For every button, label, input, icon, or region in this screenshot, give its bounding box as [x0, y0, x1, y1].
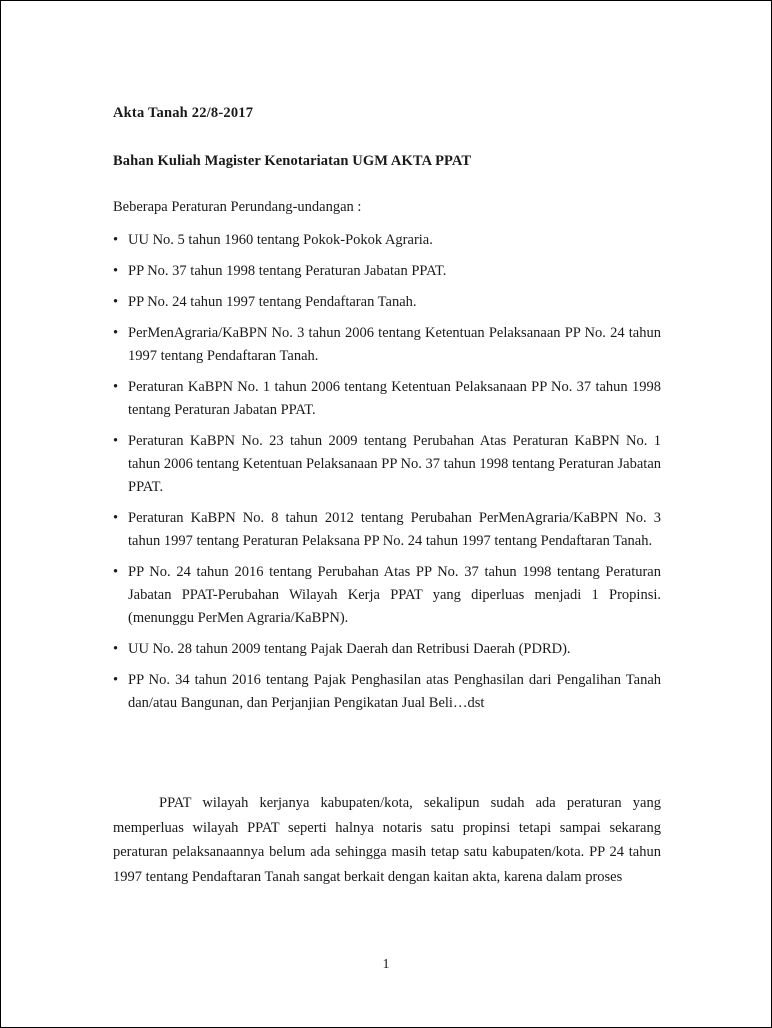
list-item-text: UU No. 28 tahun 2009 tentang Pajak Daerah dan Retribusi Daerah (PDRD). [128, 641, 571, 657]
list-item [113, 229, 661, 252]
list-item [113, 669, 661, 715]
list-item-text: Peraturan KaBPN No. 1 tahun 2006 tentang Ketentuan Pelaksanaan PP No. 37 tahun 1998 tentang Peraturan Jabatan PPAT. [128, 379, 661, 418]
list-item [113, 260, 661, 283]
list-item [113, 376, 661, 422]
bullet-icon: • [113, 325, 119, 341]
bullet-icon: • [113, 263, 119, 279]
bullet-icon: • [113, 294, 119, 310]
bullet-icon: • [113, 510, 119, 526]
regulation-list [113, 229, 661, 723]
list-item [113, 561, 661, 630]
intro-text: Beberapa Peraturan Perundang-undangan : [113, 199, 362, 215]
document-subtitle: Bahan Kuliah Magister Kenotariatan UGM AKTA PPAT [113, 153, 472, 169]
list-item [113, 322, 661, 368]
list-item-text: Peraturan KaBPN No. 8 tahun 2012 tentang Perubahan PerMenAgraria/KaBPN No. 3 tahun 1997 tentang Peraturan Pelaksana PP No. 24 tahun 1997 tentang Pendaftaran Tanah. [128, 510, 661, 549]
bullet-icon: • [113, 379, 119, 395]
list-item-text: PP No. 37 tahun 1998 tentang Peraturan Jabatan PPAT. [128, 263, 447, 279]
bullet-icon: • [113, 641, 119, 657]
list-item-text: PP No. 34 tahun 2016 tentang Pajak Penghasilan atas Penghasilan dari Pengalihan Tanah dan/atau Bangunan, dan Perjanjian Pengikatan Jual Beli…dst [128, 672, 661, 711]
list-item [113, 291, 661, 314]
list-item-text: Peraturan KaBPN No. 23 tahun 2009 tentang Perubahan Atas Peraturan KaBPN No. 1 tahun 2006 tentang Ketentuan Pelaksanaan PP No. 37 tahun 1998 tentang Peraturan Jabatan PPAT. [128, 433, 662, 495]
list-item-text: PP No. 24 tahun 1997 tentang Pendaftaran Tanah. [128, 294, 417, 310]
bullet-icon: • [113, 433, 119, 449]
document-title: Akta Tanah 22/8-2017 [113, 105, 254, 121]
list-item [113, 638, 661, 661]
list-item-text: PP No. 24 tahun 2016 tentang Perubahan Atas PP No. 37 tahun 1998 tentang Peraturan Jabatan PPAT-Perubahan Wilayah Kerja PPAT yang diperluas menjadi 1 Propinsi. (menunggu PerMen Agraria/KaBPN). [128, 564, 661, 626]
bullet-icon: • [113, 564, 119, 580]
list-item [113, 430, 661, 499]
list-item-text: PerMenAgraria/KaBPN No. 3 tahun 2006 tentang Ketentuan Pelaksanaan PP No. 24 tahun 1997 tentang Pendaftaran Tanah. [128, 325, 661, 364]
bullet-icon: • [113, 672, 119, 688]
list-item-text: UU No. 5 tahun 1960 tentang Pokok-Pokok Agraria. [128, 232, 433, 248]
page-number: 1 [382, 957, 390, 972]
list-item [113, 507, 661, 553]
body-paragraph: PPAT wilayah kerjanya kabupaten/kota, sekalipun sudah ada peraturan yang memperluas wilayah PPAT seperti halnya notaris satu propinsi tetapi sampai sekarang peraturan pelaksanaannya belum ada sehingga masih tetap satu kabupaten/kota. PP 24 tahun 1997 tentang Pendaftaran Tanah sangat berkait dengan kaitan akta, karena dalam proses [113, 795, 661, 885]
bullet-icon: • [113, 232, 119, 248]
